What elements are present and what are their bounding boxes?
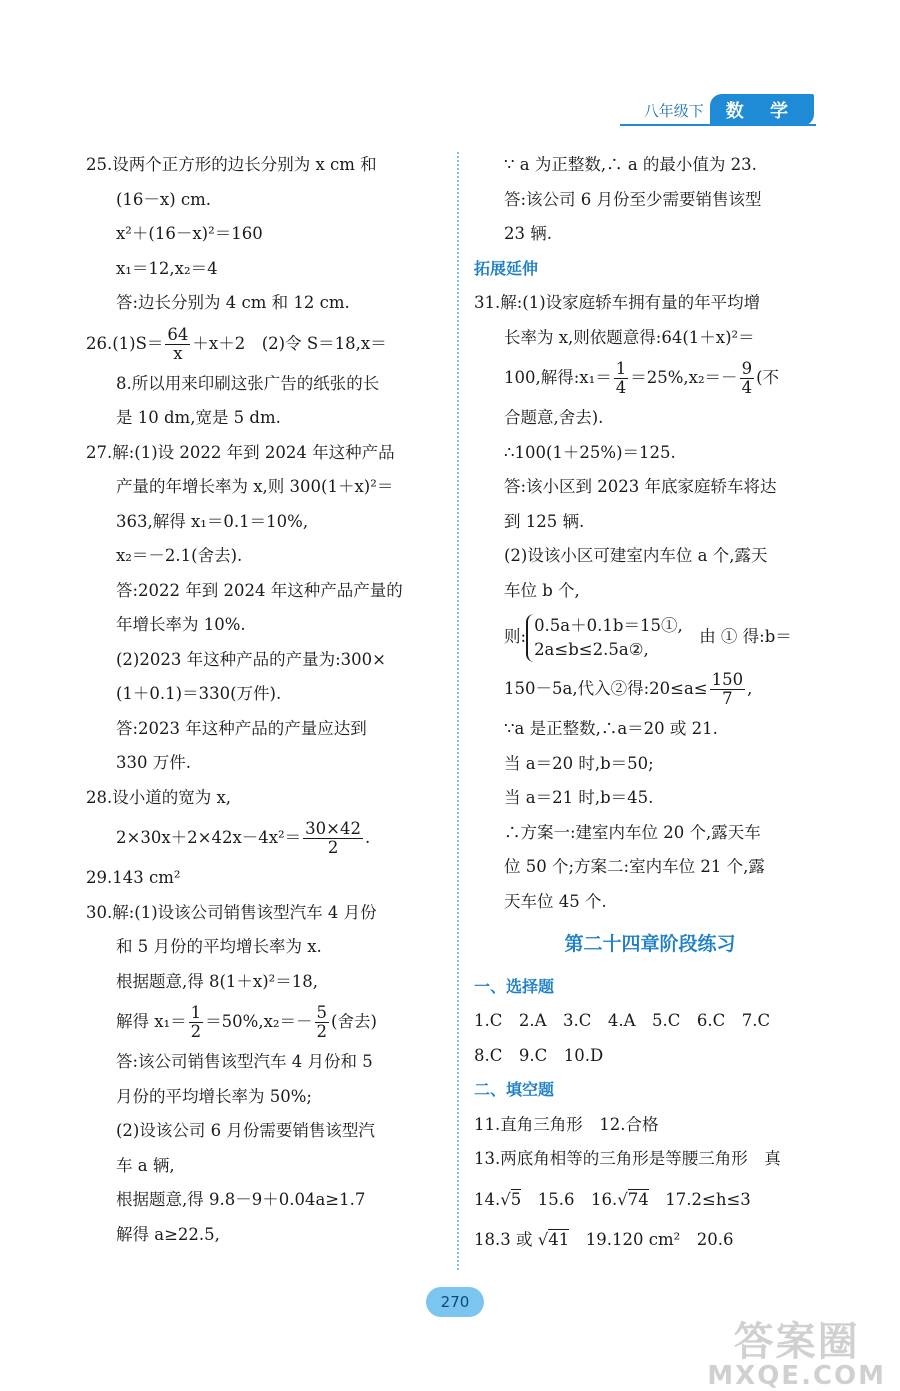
q31-line: 天车位 45 个. (504, 891, 607, 911)
q31-line: ∴100(1＋25%)＝125. (504, 442, 676, 462)
q25-line: 25.设两个正方形的边长分别为 x cm 和 (86, 155, 377, 174)
fraction: $\frac{30\times 42}{2}$ (305, 819, 361, 857)
page-number: 270 (426, 1287, 484, 1317)
q31-line: 位 50 个;方案二:室内车位 21 个,露 (504, 857, 765, 876)
fill-answers: 14.√5 15.6 16.√74 17.2≤h≤3 (474, 1189, 751, 1209)
watermark-logo (707, 1310, 886, 1391)
q31-line: ∵a 是正整数,∴a＝20 或 21. (504, 719, 718, 738)
q31-line: 合题意,舍去). (504, 408, 604, 427)
q30-line: 解得 x₁＝ $\frac{1}{2}$ ＝50%,x₂＝－ $\frac{5}{2}$ (舍去) (116, 1003, 377, 1041)
q26-line: 8.所以用来印刷这张广告的纸张的长 (116, 373, 380, 393)
q30-line: 30.解:(1)设该公司销售该型汽车 4 月份 (86, 902, 377, 922)
q26-line: 26.(1)S＝ $\frac{64}{x}$ ＋x＋2 (2)令 S＝18,x＝ (86, 324, 387, 363)
q27-line: 答:2022 年到 2024 年这种产品产量的 (116, 580, 403, 600)
q27-line: 330 万件. (116, 753, 191, 772)
q27-line: 27.解:(1)设 2022 年到 2024 年这种产品 (86, 442, 395, 462)
q30-cont-line: ∵ a 为正整数,∴ a 的最小值为 23. (504, 155, 757, 174)
q26-line: 是 10 dm,宽是 5 dm. (116, 408, 281, 427)
grade-label: 八年级下 (643, 101, 704, 120)
q30-line: 解得 a≥22.5, (116, 1224, 220, 1244)
q30-line: 答:该公司销售该型汽车 4 月份和 5 (116, 1052, 373, 1071)
q31-line: 150－5a,代入②得:20≤a≤ $\frac{150}{7}$ , (504, 670, 753, 708)
page-header (644, 94, 814, 126)
q31-line: (2)设该小区可建室内车位 a 个,露天 (504, 546, 768, 565)
q25-line: x₁＝12,x₂＝4 (116, 258, 218, 278)
q27-line: 年增长率为 10%. (116, 615, 246, 634)
q31-line: 100,解得:x₁＝ $\frac{1}{4}$ ＝25%,x₂＝－ $\frac{9}{4}$ (不 (504, 359, 779, 397)
q31-system-line: 则: 0.5a＋0.1b＝15①, 2a≤b≤2.5a②, 由 ① 得:b＝ (474, 608, 826, 666)
q30-line: (2)设该公司 6 月份需要销售该型汽 (116, 1121, 375, 1140)
right-column (474, 148, 826, 1257)
q27-line: (1＋0.1)＝330(万件). (116, 684, 282, 703)
q31-line: 当 a＝21 时,b＝45. (504, 788, 654, 807)
q30-cont-line: 23 辆. (504, 224, 552, 243)
watermark-url: MXQE.COM (707, 1361, 886, 1391)
q30-cont-line: 答:该公司 6 月份至少需要销售该型 (504, 189, 762, 209)
chapter-title: 第二十四章阶段练习 (564, 933, 736, 955)
watermark-logo-text: 答案圈 (733, 1319, 860, 1365)
section-heading-fill: 二、填空题 (474, 1080, 555, 1099)
q28-line: 2×30x＋2×42x－4x²＝ $\frac{30\times 42}{2}$ . (116, 819, 371, 857)
fill-answers: 13.两底角相等的三角形是等腰三角形 真 (474, 1149, 781, 1168)
q31-line: 长率为 x,则依题意得:64(1＋x)²＝ (504, 327, 755, 347)
q30-line: 车 a 辆, (116, 1155, 175, 1175)
q27-line: 答:2023 年这种产品的产量应达到 (116, 718, 367, 738)
q27-line: (2)2023 年这种产品的产量为:300× (116, 649, 386, 669)
q30-line: 和 5 月份的平均增长率为 x. (116, 937, 322, 956)
q31-line: 31.解:(1)设家庭轿车拥有量的年平均增 (474, 293, 761, 312)
header-rule (620, 124, 816, 126)
left-column (86, 148, 438, 1252)
q27-line: 363,解得 x₁＝0.1＝10%, (116, 511, 309, 531)
fill-answers: 11.直角三角形 12.合格 (474, 1114, 659, 1134)
choice-answers: 1.C 2.A 3.C 4.A 5.C 6.C 7.C (474, 1011, 771, 1030)
column-divider (457, 152, 459, 1270)
fraction: $\frac{64}{x}$ (167, 324, 189, 363)
q25-line: 答:边长分别为 4 cm 和 12 cm. (116, 293, 350, 312)
q31-line: 车位 b 个, (504, 580, 580, 600)
q31-line: 当 a＝20 时,b＝50; (504, 753, 654, 773)
section-heading-extension: 拓展延伸 (474, 258, 539, 278)
q30-line: 根据题意,得 9.8－9＋0.04a≥1.7 (116, 1190, 366, 1209)
q30-line: 根据题意,得 8(1＋x)²＝18, (116, 971, 319, 991)
q25-line: x²＋(16－x)²＝160 (116, 224, 263, 243)
fraction: $\frac{1}{4}$ (615, 359, 627, 397)
q31-line: ∴方案一:建室内车位 20 个,露天车 (504, 822, 761, 842)
fill-answers: 18.3 或 √41 19.120 cm² 20.6 (474, 1229, 734, 1249)
q27-line: 产量的年增长率为 x,则 300(1＋x)²＝ (116, 477, 394, 496)
q25-line: (16－x) cm. (116, 189, 212, 209)
section-heading-choice: 一、选择题 (474, 976, 555, 996)
fraction: $\frac{5}{2}$ (316, 1003, 328, 1041)
fraction: $\frac{150}{7}$ (711, 670, 744, 708)
subject-badge: 数 学 (710, 94, 814, 126)
q27-line: x₂＝－2.1(舍去). (116, 546, 243, 565)
fraction: $\frac{9}{4}$ (741, 359, 753, 397)
q28-line: 28.设小道的宽为 x, (86, 787, 232, 807)
q31-line: 答:该小区到 2023 年底家庭轿车将达 (504, 477, 777, 496)
q29-line: 29.143 cm² (86, 868, 181, 887)
fraction: $\frac{1}{2}$ (190, 1003, 202, 1041)
equation-system: 0.5a＋0.1b＝15①, 2a≤b≤2.5a②, (526, 614, 683, 662)
q30-line: 月份的平均增长率为 50%; (116, 1086, 312, 1106)
choice-answers: 8.C 9.C 10.D (474, 1045, 604, 1065)
q31-line: 到 125 辆. (504, 511, 585, 531)
